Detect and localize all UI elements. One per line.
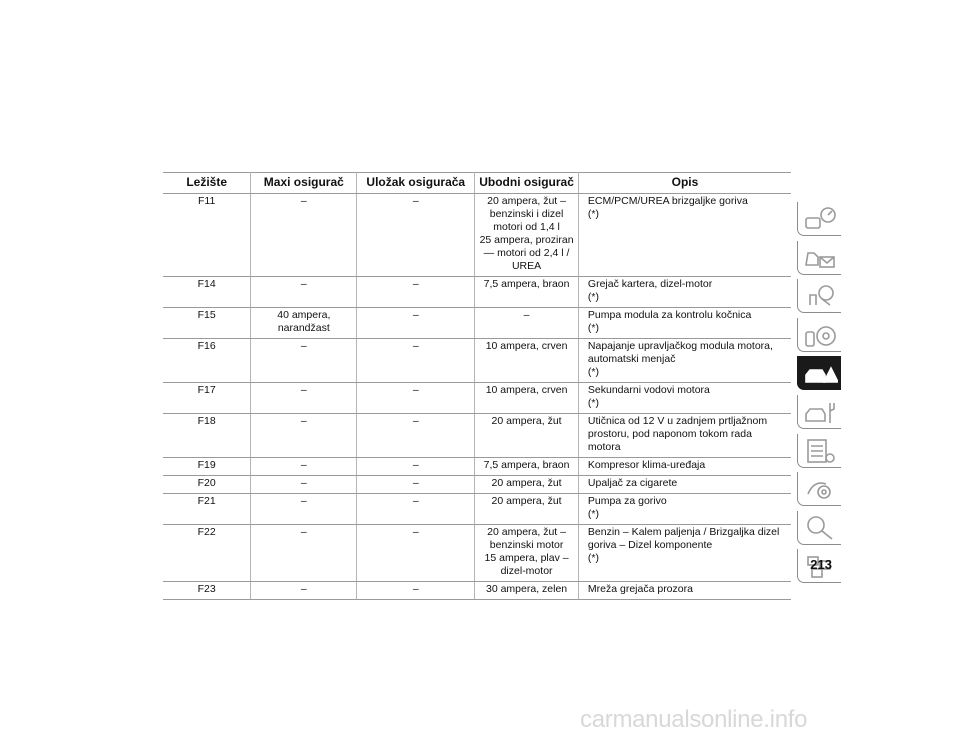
chapter-tabs (797, 202, 842, 588)
table-row (163, 308, 791, 339)
page-number: 213 (810, 557, 832, 572)
cell-line: – (412, 309, 419, 321)
cell-line: 10 ampera, crven (485, 384, 568, 396)
cell-line: (*) (587, 397, 599, 409)
steering-wheel-icon (802, 320, 838, 350)
checklist-icon (802, 436, 838, 466)
magnifier-icon (802, 513, 838, 543)
cartridge-fuse-cell (357, 494, 475, 525)
maxi-fuse-cell (251, 277, 357, 308)
cell-line: Benzin – Kalem paljenja / Brizgaljka dizel (587, 526, 780, 538)
table-row (163, 414, 791, 458)
cell-line: 25 ampera, proziran (479, 234, 574, 246)
table-row (163, 458, 791, 476)
maxi-fuse-cell (251, 383, 357, 414)
cell-line: 20 ampera, žut – (487, 195, 566, 207)
car-mail-icon (802, 243, 838, 273)
cell-line: goriva – Dizel komponente (587, 539, 713, 551)
cell-line: 30 ampera, zelen (486, 583, 568, 595)
cell-line: — motori od 2,4 l / (483, 247, 570, 259)
cell-line: – (300, 415, 307, 427)
mini-fuse-cell (475, 383, 579, 414)
header-cartridge-fuse: Uložak osigurača (357, 173, 475, 194)
description-cell (578, 458, 791, 476)
cell-line: – (412, 415, 419, 427)
slot-cell: F15 (163, 308, 251, 339)
maxi-fuse-cell (251, 194, 357, 277)
navigation-media-icon (802, 474, 838, 504)
table-row (163, 582, 791, 600)
car-dashboard-icon (802, 204, 838, 234)
chapter-tab[interactable] (797, 395, 841, 429)
maxi-fuse-cell (251, 458, 357, 476)
cell-line: – (412, 583, 419, 595)
slot-cell: F16 (163, 339, 251, 383)
cell-line: Sekundarni vodovi motora (587, 384, 710, 396)
mini-fuse-cell (475, 308, 579, 339)
cell-line: – (412, 495, 419, 507)
mini-fuse-cell (475, 525, 579, 582)
table-row (163, 476, 791, 494)
cartridge-fuse-cell (357, 277, 475, 308)
table-row (163, 194, 791, 277)
cell-line: UREA (511, 260, 542, 272)
mini-fuse-cell (475, 414, 579, 458)
slot-cell: F20 (163, 476, 251, 494)
car-service-tools-icon (802, 397, 838, 427)
maxi-fuse-cell (251, 525, 357, 582)
cell-line: – (300, 495, 307, 507)
cell-line: – (300, 583, 307, 595)
mini-fuse-cell (475, 494, 579, 525)
cell-line: – (412, 384, 419, 396)
table-row (163, 525, 791, 582)
cell-line: – (300, 477, 307, 489)
cartridge-fuse-cell (357, 525, 475, 582)
cell-line: ECM/PCM/UREA brizgaljke goriva (587, 195, 748, 207)
cell-line: 15 ampera, plav – (484, 552, 569, 564)
cell-line: (*) (587, 208, 599, 220)
cell-line: – (412, 340, 419, 352)
chapter-tab[interactable] (797, 202, 841, 236)
cartridge-fuse-cell (357, 308, 475, 339)
chapter-tab[interactable] (797, 279, 841, 313)
cartridge-fuse-cell (357, 383, 475, 414)
cell-line: – (412, 526, 419, 538)
cartridge-fuse-cell (357, 414, 475, 458)
cell-line: – (300, 278, 307, 290)
cell-line: (*) (587, 508, 599, 520)
table-row (163, 494, 791, 525)
maxi-fuse-cell (251, 414, 357, 458)
cell-line: prostoru, pod naponom tokom rada motora (587, 428, 752, 453)
description-cell (578, 494, 791, 525)
slot-cell: F22 (163, 525, 251, 582)
cell-line: Napajanje upravljačkog modula motora, (587, 340, 773, 352)
chapter-tab[interactable] (797, 318, 841, 352)
cell-line: 20 ampera, žut (491, 415, 562, 427)
slot-cell: F17 (163, 383, 251, 414)
chapter-tab[interactable] (797, 241, 841, 275)
cell-line: – (523, 309, 530, 321)
watermark: carmanualsonline.info (580, 706, 808, 733)
cell-line: Upaljač za cigarete (587, 477, 678, 489)
maxi-fuse-cell (251, 476, 357, 494)
slot-cell: F11 (163, 194, 251, 277)
description-cell (578, 525, 791, 582)
cell-line: benzinski i dizel (489, 208, 564, 220)
cell-line: – (300, 526, 307, 538)
cell-line: – (412, 278, 419, 290)
description-cell (578, 194, 791, 277)
cell-line: benzinski motor (489, 539, 564, 551)
slot-cell: F18 (163, 414, 251, 458)
description-cell (578, 308, 791, 339)
mini-fuse-cell (475, 582, 579, 600)
cell-line: narandžast (277, 322, 330, 334)
cell-line: – (300, 384, 307, 396)
description-cell (578, 339, 791, 383)
cell-line: automatski menjač (587, 353, 676, 365)
table-row (163, 277, 791, 308)
cell-line: (*) (587, 552, 599, 564)
cartridge-fuse-cell (357, 194, 475, 277)
cell-line: Utičnica od 12 V u zadnjem prtljažnom (587, 415, 768, 427)
cell-line: – (412, 459, 419, 471)
cell-line: (*) (587, 322, 599, 334)
cell-line: Kompresor klima-uređaja (587, 459, 706, 471)
header-mini-fuse: Ubodni osigurač (475, 173, 579, 194)
mini-fuse-cell (475, 194, 579, 277)
description-cell (578, 383, 791, 414)
cell-line: 10 ampera, crven (485, 340, 568, 352)
slot-cell: F14 (163, 277, 251, 308)
cell-line: dizel-motor (500, 565, 553, 577)
maxi-fuse-cell (251, 494, 357, 525)
mini-fuse-cell (475, 476, 579, 494)
mini-fuse-cell (475, 277, 579, 308)
cell-line: (*) (587, 366, 599, 378)
slot-cell: F21 (163, 494, 251, 525)
fuse-table (163, 172, 791, 600)
cell-line: – (412, 195, 419, 207)
cell-line: – (412, 477, 419, 489)
cell-line: 7,5 ampera, braon (483, 278, 570, 290)
mini-fuse-cell (475, 339, 579, 383)
description-cell (578, 476, 791, 494)
car-warning-icon (802, 358, 838, 388)
chapter-tab[interactable] (797, 511, 841, 545)
cell-line: Mreža grejača prozora (587, 583, 693, 595)
cell-line: motori od 1,4 l (493, 221, 560, 233)
slot-cell: F23 (163, 582, 251, 600)
description-cell (578, 277, 791, 308)
description-cell (578, 414, 791, 458)
cell-line: 20 ampera, žut (491, 495, 562, 507)
cell-line: Pumpa za gorivo (587, 495, 667, 507)
cell-line: Grejač kartera, dizel-motor (587, 278, 713, 290)
header-slot: Ležište (163, 173, 251, 194)
maxi-fuse-cell (251, 582, 357, 600)
chapter-tab[interactable] (797, 472, 841, 506)
cell-line: 40 ampera, (277, 309, 331, 321)
cell-line: 7,5 ampera, braon (483, 459, 570, 471)
cartridge-fuse-cell (357, 339, 475, 383)
cell-line: (*) (587, 291, 599, 303)
cell-line: 20 ampera, žut (491, 477, 562, 489)
cell-line: – (300, 340, 307, 352)
description-cell (578, 582, 791, 600)
mini-fuse-cell (475, 458, 579, 476)
cell-line: 20 ampera, žut – (487, 526, 566, 538)
table-row (163, 339, 791, 383)
chapter-tab[interactable] (797, 434, 841, 468)
cartridge-fuse-cell (357, 582, 475, 600)
header-description: Opis (578, 173, 791, 194)
header-maxi-fuse: Maxi osigurač (251, 173, 357, 194)
table-row (163, 383, 791, 414)
slot-cell: F19 (163, 458, 251, 476)
maxi-fuse-cell (251, 339, 357, 383)
cartridge-fuse-cell (357, 476, 475, 494)
table-header-row (163, 173, 791, 194)
seat-airbag-icon (802, 281, 838, 311)
cell-line: – (300, 459, 307, 471)
maxi-fuse-cell (251, 308, 357, 339)
cell-line: – (300, 195, 307, 207)
chapter-tab[interactable] (797, 356, 841, 390)
cell-line: Pumpa modula za kontrolu kočnica (587, 309, 752, 321)
cartridge-fuse-cell (357, 458, 475, 476)
